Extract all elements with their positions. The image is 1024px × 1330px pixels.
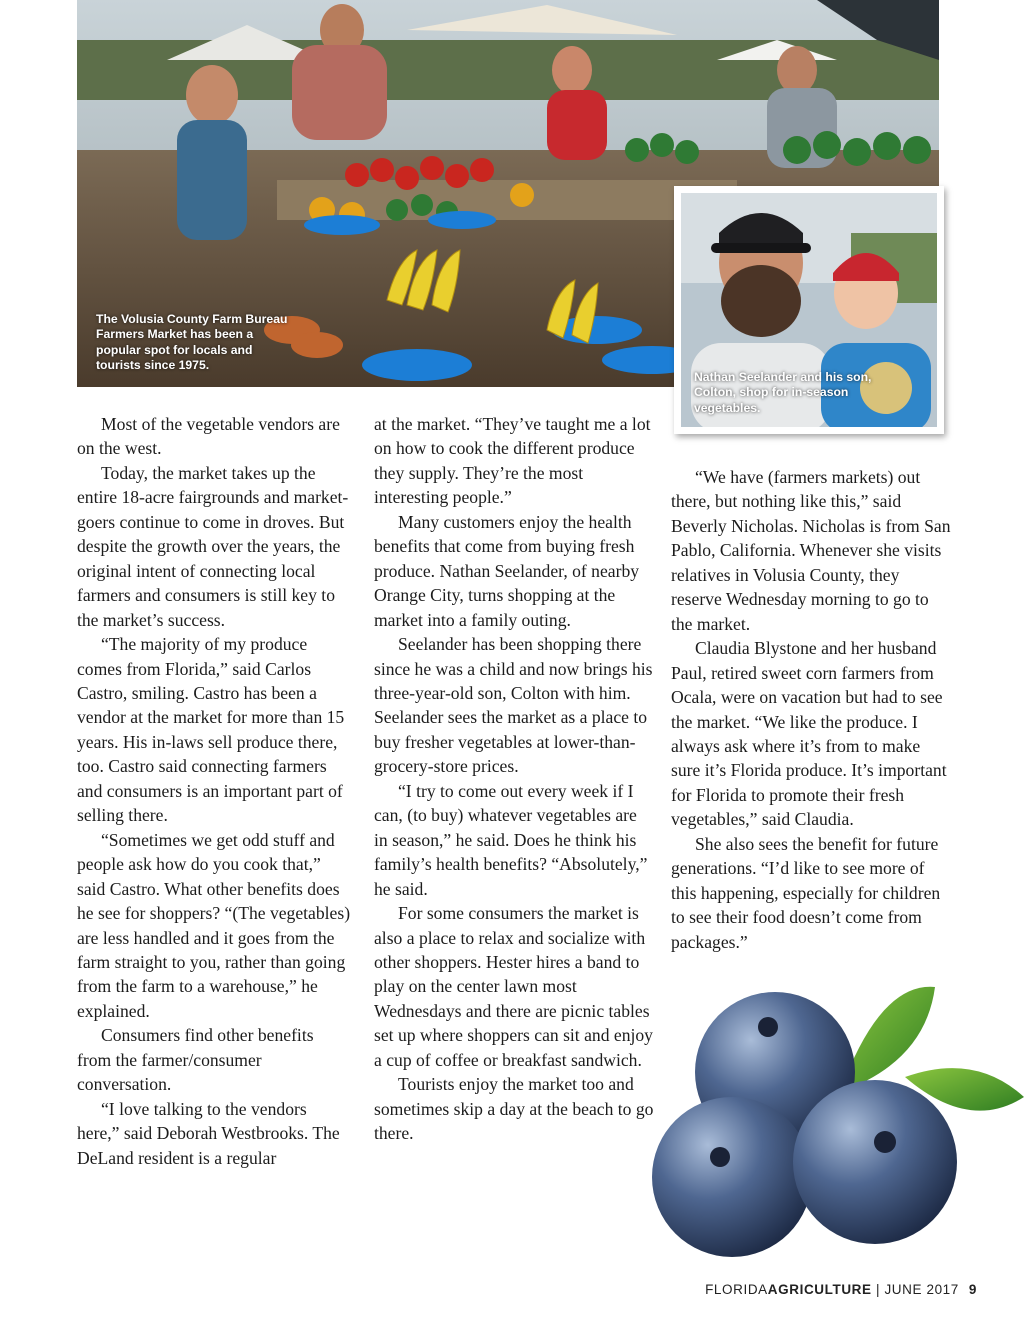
paragraph: “Sometimes we get odd stuff and people ask how do you cook that,” said Castro. What other benefits does he see for shoppers? “(The vegetables) are less handled and it goes from the farm straight to you, rather than going from the farm to a warehouse,” he explained. (77, 829, 351, 1021)
paragraph: Seelander has been shopping there since he was a child and now brings his three-year-old son, Colton with him. Seelander sees the market as a place to buy fresher vegetables at lower-than-grocery-store prices. (374, 634, 653, 777)
paragraph: Many customers enjoy the health benefits that come from buying fresh produce. Nathan Seelander, of nearby Orange City, turns shopping at the market into a family outing. (374, 511, 640, 630)
paragraph: “We have (farmers markets) out there, but nothing like this,” said Beverly Nicholas. Nicholas is from San Pablo, California. Whenever she visits relatives in Volusia County, they reserve Wednesday morning to go to the market. (671, 467, 951, 634)
paragraph: Tourists enjoy the market too and sometimes skip a day at the beach to go there. (374, 1074, 654, 1144)
magazine-name-bold: AGRICULTURE (767, 1282, 872, 1297)
magazine-name-light: FLORIDA (705, 1282, 768, 1297)
page-footer (705, 1282, 977, 1297)
article-column-2 (374, 412, 654, 1146)
blueberries-image (650, 982, 1024, 1260)
paragraph: Consumers find other benefits from the farmer/consumer conversation. (77, 1025, 314, 1095)
paragraph: “I try to come out every week if I can, (to buy) whatever vegetables are in season,” he said. Does he think his family’s health benefits? “Absolutely,” he said. (374, 780, 648, 899)
paragraph: “The majority of my produce comes from Florida,” said Carlos Castro, smiling. Castro has been a vendor at the market for more than 15 years. His in-laws sell produce there, too. Castro said connecting farmers and consumers is an important part of selling there. (77, 634, 345, 826)
paragraph: Claudia Blystone and her husband Paul, retired sweet corn farmers from Ocala, were on vacation but had to see the market. “We like the produce. I always ask where it’s from to make sure it’s Florida produce. It’s important for Florida to promote their fresh vegetables,” said Claudia. (671, 638, 947, 830)
paragraph: She also sees the benefit for future generations. “I’d like to see more of this happening, especially for children to see their food doesn’t come from packages.” (671, 833, 941, 952)
paragraph: at the market. “They’ve taught me a lot on how to cook the different produce they supply. They’re the most interesting people.” (374, 414, 651, 508)
inset-photo-caption: Nathan Seelander and his son, Colton, shop for in-season vegetables. (694, 370, 872, 415)
market-photo-caption: The Volusia County Farm Bureau Farmers Market has been a popular spot for locals and tourists since 1975. (96, 312, 288, 372)
paragraph: Today, the market takes up the entire 18-acre fairgrounds and market-goers continue to come in droves. But despite the growth over the years, the original intent of connecting local farmers and consumers is still key to the market’s success. (77, 462, 349, 630)
article-column-3 (671, 465, 953, 954)
issue-date: JUNE 2017 (884, 1282, 959, 1297)
footer-separator: | (871, 1282, 885, 1297)
paragraph: “I love talking to the vendors here,” said Deborah Westbrooks. The DeLand resident is a regular (77, 1098, 340, 1168)
page-number: 9 (968, 1282, 977, 1297)
paragraph: For some consumers the market is also a place to relax and socialize with other shoppers. Hester hires a band to play on the center lawn most Wednesdays and there are picnic tables set up where shoppers can sit and enjoy a cup of coffee or breakfast sandwich. (374, 903, 653, 1070)
article-column-1 (77, 412, 351, 1170)
paragraph: Most of the vegetable vendors are on the west. (77, 414, 340, 459)
